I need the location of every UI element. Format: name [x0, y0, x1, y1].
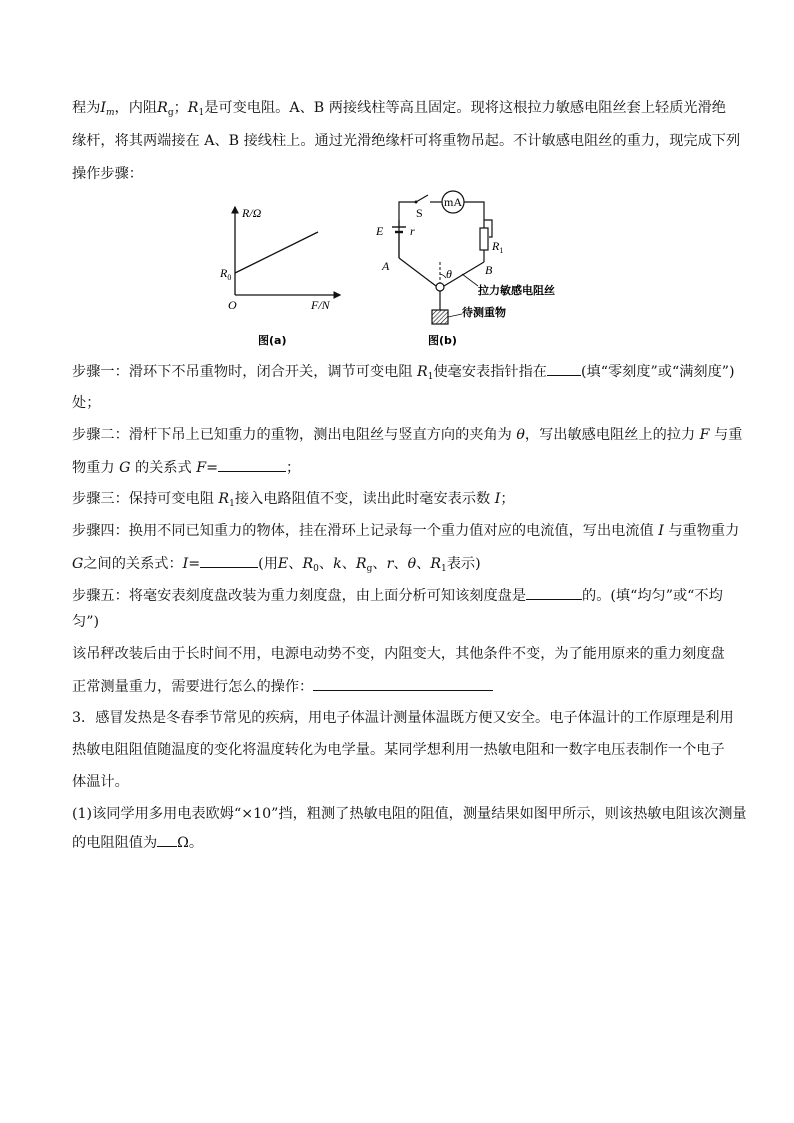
- text: ，内阻: [114, 100, 158, 116]
- origin-label: O: [228, 298, 237, 312]
- separator: 、: [288, 556, 303, 572]
- angle-label: θ: [446, 267, 452, 281]
- subscript-1: 1: [229, 499, 235, 509]
- text: 的关系式: [134, 460, 192, 476]
- q3-line-5: [72, 832, 732, 853]
- step-4-line-2: [72, 553, 732, 574]
- weight-icon: [432, 310, 448, 324]
- resistive-wire-left: [399, 258, 436, 286]
- emf-label: E: [376, 224, 384, 238]
- q3-line-1: 3．感冒发热是冬春季节常见的疾病，用电子体温计测量体温既方便又安全。电子体温计的工作原理是利用: [72, 710, 734, 726]
- figure-a-graph: [210, 195, 350, 350]
- rheostat-label: [491, 239, 503, 255]
- terminal-a-label: A: [382, 259, 390, 273]
- intro-line-2: 缘杆，将其两端接在 A、B 接线柱上。通过光滑绝缘杆可将重物吊起。不计敏感电阻丝的重力，现完成下列: [72, 133, 741, 149]
- text: 与重: [714, 427, 743, 443]
- separator: 、: [372, 556, 387, 572]
- symbol-e: E: [277, 556, 289, 572]
- answer-blank[interactable]: [218, 457, 286, 472]
- symbol-k: k: [333, 556, 342, 572]
- text: ；: [285, 460, 301, 476]
- note-line-2: [72, 676, 732, 697]
- step-1-line-1: [72, 361, 735, 382]
- subscript-0: 0: [313, 564, 319, 574]
- subscript-1: 1: [441, 564, 447, 574]
- intercept-r: R: [220, 266, 228, 280]
- symbol-f: F: [196, 460, 207, 476]
- separator: 、: [393, 556, 408, 572]
- text: 步骤二：滑杆下吊上已知重力的重物，测出电阻丝与竖直方向的夹角为: [72, 427, 512, 443]
- rheostat-icon: [480, 228, 488, 250]
- text: 之间的关系式：: [83, 556, 183, 572]
- y-axis-label: R/Ω: [242, 206, 262, 220]
- symbol-r: R: [302, 556, 314, 572]
- symbol-r: R: [355, 556, 367, 572]
- leader-weight: [448, 314, 462, 317]
- text: =: [206, 460, 218, 476]
- answer-blank[interactable]: [526, 585, 582, 600]
- subscript-1: 1: [198, 108, 205, 118]
- symbol-theta: θ: [516, 427, 525, 443]
- intercept-label: [219, 266, 231, 282]
- text: =: [188, 556, 201, 572]
- step-5-line-2: 匀”): [72, 614, 99, 630]
- symbol-g: G: [119, 460, 131, 476]
- symbol-r: R: [218, 491, 230, 507]
- step-4-line-1: [72, 521, 740, 541]
- answer-blank[interactable]: [313, 676, 493, 691]
- symbol-r-small: r: [386, 556, 394, 572]
- text: Ω。: [177, 835, 204, 851]
- internal-r-label: r: [410, 224, 415, 238]
- text: 与重物重力: [668, 523, 740, 539]
- text: 接入电路阻值不变，读出此时毫安表示数: [234, 491, 491, 507]
- symbol-r: R: [430, 556, 441, 572]
- answer-blank[interactable]: [547, 361, 581, 376]
- text: 正常测量重力，需要进行怎么的操作：: [72, 679, 314, 695]
- symbol-theta: θ: [407, 556, 417, 572]
- symbol-g: G: [72, 556, 84, 572]
- q3-line-4: (1)该同学用多用电表欧姆“×10”挡，粗测了热敏电阻的阻值，测量结果如图甲所示，则该热敏电阻该次测量: [72, 806, 747, 822]
- text: 的电阻阻值为: [72, 835, 158, 851]
- text: ，写出敏感电阻丝上的拉力: [524, 427, 696, 443]
- step-1-line-2: 处；: [72, 395, 101, 411]
- text: (填“零刻度”或“满刻度”): [580, 364, 735, 380]
- symbol-i: I: [100, 100, 106, 116]
- rheostat-sub: 1: [499, 246, 504, 255]
- q3-line-3: 体温计。: [72, 774, 129, 790]
- figure-b-caption: 图(b): [428, 334, 457, 347]
- text: 程为: [72, 100, 101, 116]
- text: (用: [258, 556, 278, 572]
- text: ；: [500, 491, 515, 507]
- leader-wire: [462, 274, 478, 286]
- symbol-i: I: [494, 491, 501, 507]
- text: 步骤五：将毫安表刻度盘改装为重力刻度盘，由上面分析可知该刻度盘是: [72, 588, 527, 604]
- symbol-r: R: [417, 364, 428, 380]
- r-vs-f-line: [235, 232, 318, 273]
- intro-line-3: 操作步骤：: [72, 166, 143, 182]
- weight-label: 待测重物: [462, 306, 506, 319]
- note-line-1: 该吊秤改装后由于长时间不用，电源电动势不变，内阻变大，其他条件不变，为了能用原来的重力刻度盘: [72, 646, 725, 662]
- ring-icon: [436, 283, 444, 291]
- answer-blank[interactable]: [200, 553, 258, 568]
- figure-a-caption: 图(a): [258, 334, 287, 347]
- text: ；: [173, 100, 188, 116]
- symbol-f: F: [699, 427, 710, 443]
- step-5-line-1: [72, 585, 732, 606]
- subscript-g: g: [167, 108, 174, 118]
- meter-label: mA: [444, 195, 462, 209]
- step-2-line-1: [72, 425, 743, 445]
- terminal-b-label: B: [485, 263, 493, 277]
- text: 表示): [446, 556, 481, 572]
- text: 步骤一：滑环下不吊重物时，闭合开关，调节可变电阻: [72, 364, 413, 380]
- text: 的。(填“均匀”或“不均: [582, 588, 723, 604]
- text: 使毫安表指针指在: [433, 364, 547, 380]
- symbol-i: I: [182, 556, 189, 572]
- separator: 、: [416, 556, 431, 572]
- wire-label: 拉力敏感电阻丝: [478, 284, 555, 297]
- step-2-line-2: [72, 457, 732, 478]
- separator: 、: [341, 556, 356, 572]
- wire-top-right: [464, 202, 484, 220]
- subscript-m: m: [106, 108, 115, 118]
- step-3-line: [72, 489, 732, 509]
- symbol-r: R: [187, 100, 199, 116]
- rheostat-r: R: [492, 239, 500, 253]
- separator: 、: [318, 556, 334, 572]
- switch-contact: [415, 201, 418, 204]
- switch-lever: [416, 195, 428, 202]
- intro-line-1: [72, 98, 732, 118]
- symbol-i: I: [658, 523, 664, 539]
- text: 步骤四：换用不同已知重力的物体，挂在滑环上记录每一个重力值对应的电流值，写出电流值: [72, 523, 654, 539]
- text: 物重力: [72, 460, 115, 476]
- q3-line-2: 热敏电阻阻值随温度的变化将温度转化为电学量。某同学想利用一热敏电阻和一数字电压表制作一个电子: [72, 742, 725, 758]
- subscript-1: 1: [427, 372, 434, 382]
- text: 是可变电阻。A、B 两接线柱等高且固定。现将这根拉力敏感电阻丝套上轻质光滑绝: [204, 100, 726, 116]
- answer-blank[interactable]: [157, 832, 177, 847]
- intercept-sub: 0: [227, 273, 232, 282]
- x-axis-label: F/N: [311, 298, 330, 312]
- figure-b-circuit: [370, 190, 585, 350]
- subscript-g: g: [366, 564, 373, 574]
- switch-label: S: [416, 206, 423, 220]
- symbol-r: R: [157, 100, 168, 116]
- text: 步骤三：保持可变电阻: [72, 491, 214, 507]
